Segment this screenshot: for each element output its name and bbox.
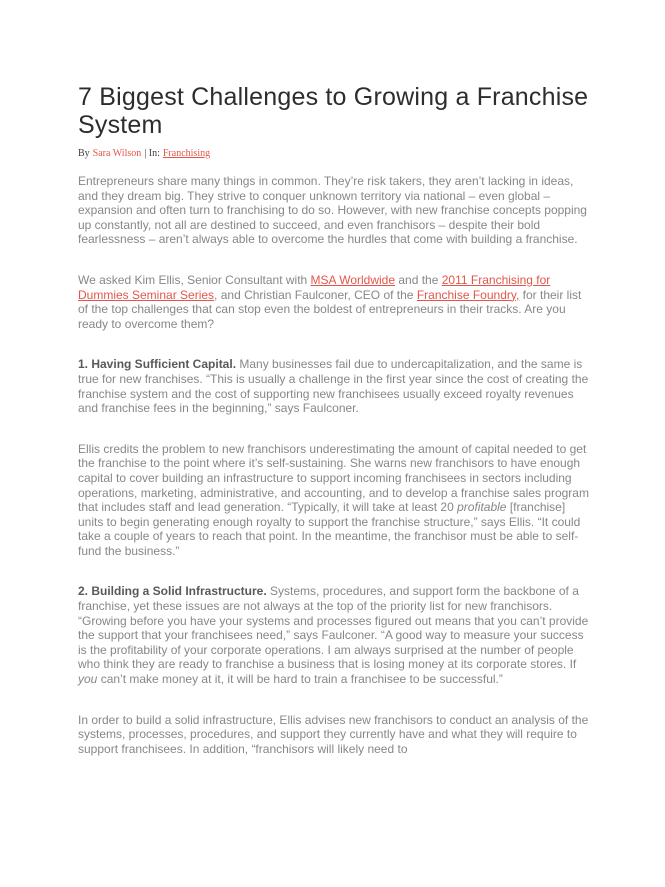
text-segment: We asked Kim Ellis, Senior Consultant with [78,272,311,287]
byline-category-link[interactable]: Franchising [162,148,211,159]
text-segment: [franchise] units to begin generating enough royalty to support the franchise structure,” says Ellis. “It could take a couple of years to reach that point. In the meantime, the franchisor must be able to self-fund the business.” [78,500,581,558]
text-segment: Ellis credits the problem to new franchisors underestimating the amount of capital needed to get the franchise to the point where it’s self-sustaining. She warns new franchisors to have enough capital to cover building an infrastructure to support incoming franchisees in sectors including operations, marketing, administrative, and accounting, and to develop a franchise sales program that includes staff and lead generation. “Typically, it will take at least 20 [78,441,589,515]
paragraph-challenge-1-sufficient-capital [78,357,593,415]
text-segment: Entrepreneurs share many things in common. They’re risk takers, they aren’t lacking in ideas, and they dream big. They strive to conquer unknown territory via national – even global – expansion and often turn to franchising to do so. However, with new franchise concepts popping up constantly, not all are destined to succeed, and even franchisors – despite their bold fearlessness – aren’t always able to overcome the hurdles that come with building a franchise. [78,174,587,247]
paragraph-intro-2 [78,273,593,331]
paragraph-capital-detail [78,442,593,559]
text-segment: 2. Building a Solid Infrastructure. [78,584,271,599]
text-segment: profitable [457,500,507,515]
article-title: 7 Biggest Challenges to Growing a Franchise System [78,83,589,139]
paragraph-infrastructure-detail [78,713,593,757]
text-segment: can’t make money at it, it will be hard to train a franchisee to be successful.” [97,672,503,687]
byline-author-link[interactable]: Sara Wilson [92,148,142,159]
text-segment: , and Christian Faulconer, CEO of the [214,287,417,302]
text-segment: Many businesses fail due to undercapitalization, and the same is true for new franchises. “This is usually a challenge in the first year since the cost of creating the franchise system and the cost of supporting new franchisees usually exceed royalty revenues and franchise fees in the beginning,” says Faulconer. [78,357,589,416]
paragraph-challenge-2-solid-infrastructure [78,584,593,686]
byline [78,148,593,160]
paragraph-intro-1 [78,174,593,247]
byline-by-label: By [78,148,90,159]
text-segment: you [78,672,98,687]
text-segment: In order to build a solid infrastructure, Ellis advises new franchisors to conduct an analysis of the systems, processes, procedures, and support they currently have and what they will require to support franchisees. In addition, “franchisors will likely need to [78,712,589,756]
franchise-foundry-link[interactable]: Franchise Foundry, [416,287,520,302]
article-body [78,174,593,756]
msa-worldwide-link[interactable]: MSA Worldwide [310,272,396,287]
text-segment: and the [395,272,442,287]
text-segment: 1. Having Sufficient Capital. [78,357,240,372]
franchising-for-dummies-seminar-series-link[interactable]: 2011 Franchising for Dummies Seminar Series [78,272,551,302]
byline-separator: | In: [144,148,160,159]
text-segment: for their list of the top challenges that can stop even the boldest of entrepreneurs in their tracks. Are you ready to overcome them? [78,287,582,331]
text-segment: Systems, procedures, and support form the backbone of a franchise, yet these issues are not always at the top of the priority list for new franchisors. “Growing before you have your systems and processes figured out means that you can’t provide the support that your franchisees need,” says Faulconer. “A good way to measure your success is the profitability of your corporate operations. I am always surprised at the number of people who think they are ready to franchise a business that is losing money at its corporate stores. If [78,584,589,672]
